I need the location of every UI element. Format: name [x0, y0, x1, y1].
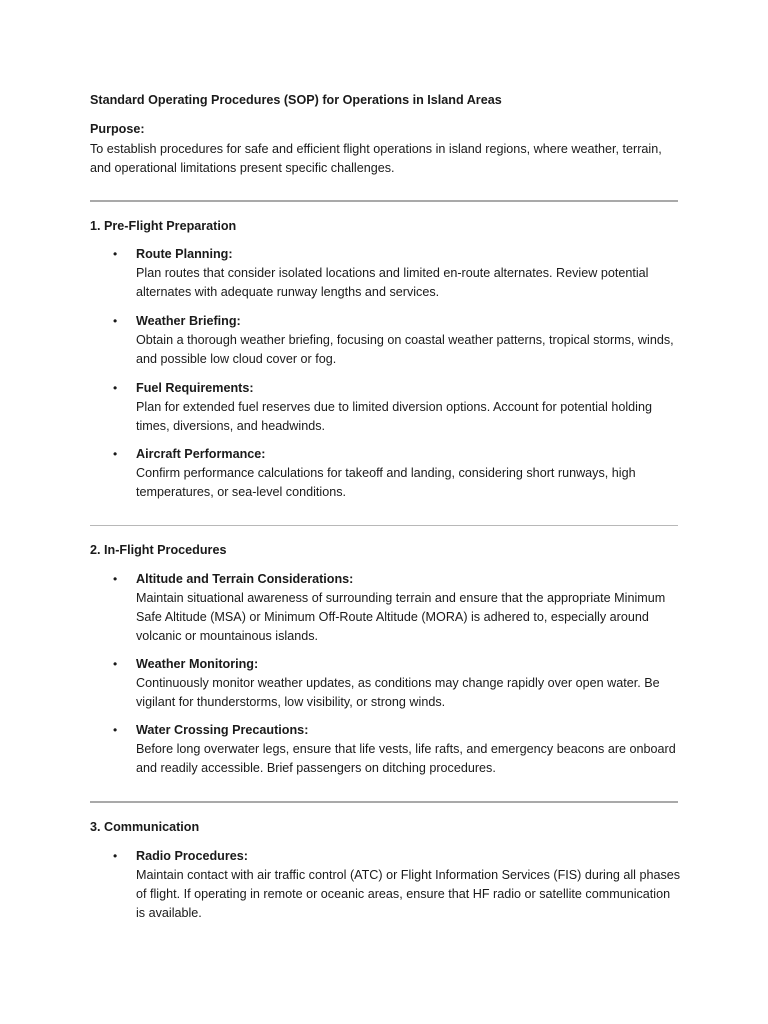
item-title: Route Planning: [136, 247, 233, 261]
item-title: Aircraft Performance: [136, 447, 266, 461]
item-title: Radio Procedures: [136, 849, 248, 863]
bullet-icon: • [113, 314, 118, 328]
section-heading-in-flight: 2. In-Flight Procedures [90, 543, 227, 557]
item-title: Weather Monitoring: [136, 657, 259, 671]
purpose-label: Purpose: [90, 122, 145, 136]
section-divider [90, 801, 678, 803]
item-title: Water Crossing Precautions: [136, 723, 309, 737]
item-description: Obtain a thorough weather briefing, focusing on coastal weather patterns, tropical storms, winds, and possible low cloud cover or fog. [136, 333, 674, 366]
purpose-text: To establish procedures for safe and efficient flight operations in island regions, where weather, terrain, and operational limitations present specific challenges. [90, 142, 662, 175]
item-description: Plan for extended fuel reserves due to limited diversion options. Account for potential holding times, diversions, and headwinds. [136, 400, 652, 433]
bullet-icon: • [113, 247, 118, 261]
bullet-icon: • [113, 447, 118, 461]
item-description: Continuously monitor weather updates, as conditions may change rapidly over open water. Be vigilant for thunderstorms, low visibility, or strong winds. [136, 676, 660, 709]
item-title: Altitude and Terrain Considerations: [136, 572, 354, 586]
section-divider [90, 200, 678, 202]
bullet-icon: • [113, 572, 118, 586]
bullet-icon: • [113, 381, 118, 395]
bullet-icon: • [113, 849, 118, 863]
item-description: Confirm performance calculations for takeoff and landing, considering short runways, high temperatures, or sea-level conditions. [136, 466, 636, 499]
item-description: Maintain situational awareness of surrounding terrain and ensure that the appropriate Minimum Safe Altitude (MSA) or Minimum Off-Route Altitude (MORA) is adhered to, especially around volcanic or mountainous islands. [136, 591, 666, 643]
bullet-icon: • [113, 657, 118, 671]
document-title: Standard Operating Procedures (SOP) for Operations in Island Areas [90, 93, 502, 107]
item-description: Plan routes that consider isolated locations and limited en-route alternates. Review potential alternates with adequate runway lengths and services. [136, 266, 649, 299]
section-heading-communication: 3. Communication [90, 820, 200, 834]
section-heading-pre-flight: 1. Pre-Flight Preparation [90, 219, 237, 233]
item-title: Weather Briefing: [136, 314, 241, 328]
item-title: Fuel Requirements: [136, 381, 254, 395]
item-description: Maintain contact with air traffic control (ATC) or Flight Information Services (FIS) during all phases of flight. If operating in remote or oceanic areas, ensure that HF radio or satellite communication is available. [136, 868, 681, 920]
bullet-icon: • [113, 723, 118, 737]
item-description: Before long overwater legs, ensure that life vests, life rafts, and emergency beacons are onboard and readily accessible. Brief passengers on ditching procedures. [136, 742, 676, 775]
section-divider [90, 525, 678, 526]
